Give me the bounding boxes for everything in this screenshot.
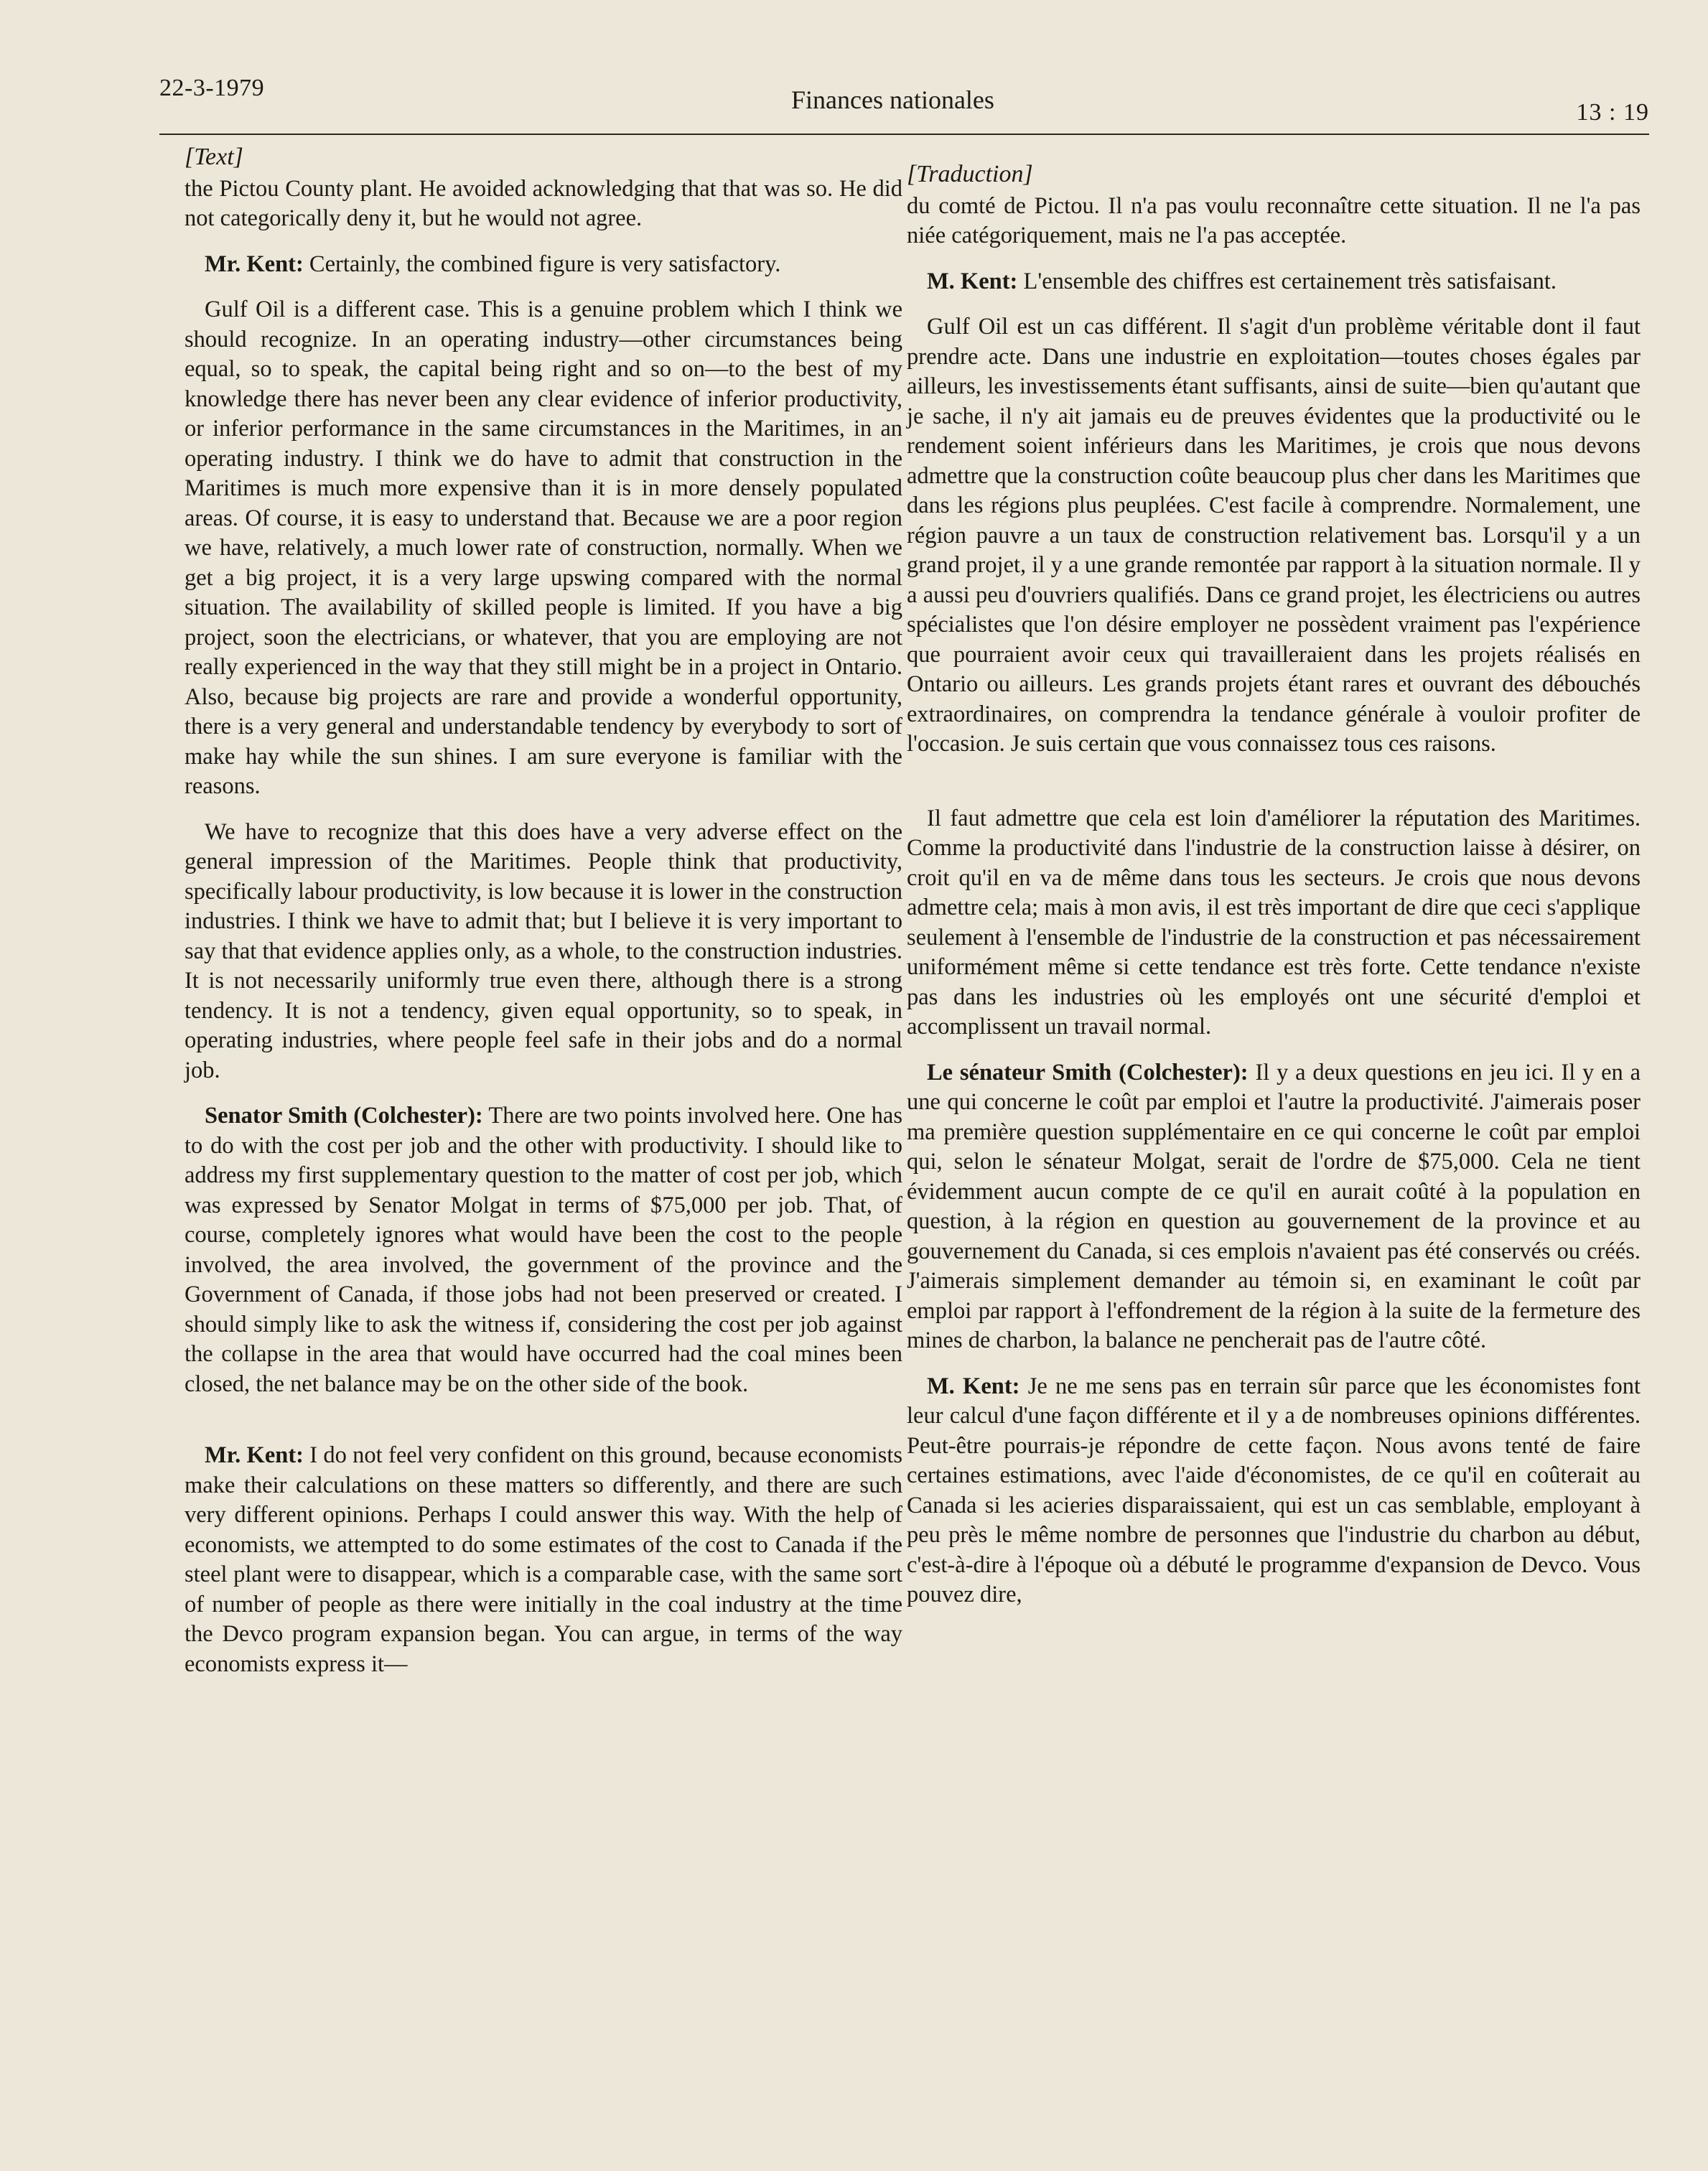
paragraph-text: Gulf Oil is a different case. This is a genuine problem which I think we should recognize. In an operating industry—other circumstances being equal, so to speak, the capital being right and so on—to the best of my knowledge there has never been any clear evidence of inferior productivity, or inferior performance in the same circumstances in the Maritimes, in an operating industry. I think we do have to admit that construction in the Maritimes is much more expensive than it is in more densely populated areas. Of course, it is easy to understand that. Because we are a poor region we have, relatively, a much lower rate of construction, normally. When we get a big project, it is a very large upswing compared with the normal situation. The availability of skilled people is limited. If you have a big project, soon the electricians, or whatever, that you are employing are not really experienced in the way that they still might be in a project in Ontario. Also, because big projects are rare and provide a wonderful opportunity, there is a very general and understandable tendency by everybody to sort of make hay while the sun shines. I am sure everyone is familiar with the reasons. (185, 297, 902, 799)
french-paragraph (907, 267, 1641, 297)
speaker-name: Mr. Kent: (205, 251, 304, 277)
paragraph-text: du comté de Pictou. Il n'a pas voulu reconnaître cette situation. Il ne l'a pas niée catégoriquement, mais ne l'a pas acceptée. (907, 192, 1641, 248)
english-paragraph (185, 818, 902, 1086)
paragraph-text: Il y a deux questions en jeu ici. Il y en a une qui concerne le coût par emploi et l'autre la productivité. J'aimerais poser ma première question supplémentaire en ce qui concerne le coût par emploi qui, selon le sénateur Molgat, serait de l'ordre de $75,000. Cela ne tient évidemment aucun compte de ce qu'il en aurait coûté à la population en question, à la région en question au gouvernement de la province et au gouvernement du Canada, si ces emplois n'avaient pas été conservés ou créés. J'aimerais simplement demander au témoin si, en examinant le coût par emploi par rapport à l'effondrement de la région à la suite de la fermeture des mines de charbon, la balance ne pencherait pas de l'autre côté. (907, 1059, 1641, 1353)
speaker-name: Mr. Kent: (205, 1442, 304, 1468)
speaker-name: Le sénateur Smith (Colchester): (927, 1059, 1249, 1086)
paragraph-text: L'ensemble des chiffres est certainement très satisfaisant. (1023, 268, 1557, 294)
french-paragraph (907, 312, 1641, 760)
english-paragraph (185, 1101, 902, 1399)
french-section-label: [Traduction] (907, 161, 1033, 187)
paragraph-text: Il faut admettre que cela est loin d'améliorer la réputation des Maritimes. Comme la productivité dans l'industrie de la construction laisse à désirer, on croit qu'il en va de même dans tous les secteurs. Je crois que nous devons admettre cela; mais à mon avis, il est très important de dire que ceci s'applique seulement à l'ensemble de l'industrie de la construction et pas nécessairement uniformément même si cette tendance est très forte. Cette tendance n'existe pas dans les industries où les employés ont une sécurité d'emploi et accomplissent un travail normal. (907, 805, 1641, 1040)
header-page-number: 13 : 19 (1576, 99, 1649, 126)
english-paragraph (185, 1441, 902, 1679)
french-paragraph (907, 1372, 1641, 1610)
speaker-name: M. Kent: (927, 268, 1018, 294)
paragraph-gap (907, 775, 1641, 804)
paragraph-gap (185, 1415, 902, 1441)
english-section-label: [Text] (185, 144, 243, 170)
speaker-name: Senator Smith (Colchester): (205, 1103, 483, 1129)
paragraph-text: I do not feel very confident on this ground, because economists make their calculations on these matters so differently, and there are such very different opinions. Perhaps I could answer this way. With the help of economists, we attempted to do some estimates of the cost to Canada if the steel plant were to disappear, which is a comparable case, with the same sort of number of people as there were initially in the coal industry at the time the Devco program expansion began. You can argue, in terms of the way economists express it— (185, 1442, 902, 1677)
french-paragraph (907, 192, 1641, 251)
page-header (159, 69, 1649, 135)
paragraph-text: We have to recognize that this does have a very adverse effect on the general impression of the Maritimes. People think that productivity, specifically labour productivity, is low because it is lower in the construction industries. I think we have to admit that; but I believe it is very important to say that that evidence applies only, as a whole, to the construction industries. It is not necessarily uniformly true even there, although there is a strong tendency. It is not a tendency, given equal opportunity, so to speak, in operating industries, where people feel safe in their jobs and do a normal job. (185, 818, 902, 1083)
paragraph-text: Je ne me sens pas en terrain sûr parce que les économistes font leur calcul d'une façon différente et il y a de nombreuses opinions différentes. Peut-être pourrais-je répondre de cette façon. Nous avons tenté de faire certaines estimations, avec l'aide d'économistes, de ce qu'il en coûterait au Canada si les acieries disparaissaient, qui est un cas semblable, employant à peu près le même nombre de personnes que l'industrie du charbon au début, c'est-à-dire à l'époque où a débuté le programme d'expansion de Devco. Vous pouvez dire, (907, 1373, 1641, 1607)
french-paragraph (907, 1058, 1641, 1356)
speaker-name: M. Kent: (927, 1373, 1020, 1399)
paragraph-text: Certainly, the combined figure is very satisfactory. (309, 251, 781, 277)
french-column (907, 159, 1641, 1626)
paragraph-text: the Pictou County plant. He avoided acknowledging that that was so. He did not categorically deny it, but he would not agree. (185, 175, 902, 231)
english-paragraph (185, 250, 902, 280)
header-date: 22-3-1979 (159, 75, 265, 101)
french-paragraph (907, 804, 1641, 1042)
english-paragraph (185, 174, 902, 234)
paragraph-text: There are two points involved here. One has to do with the cost per job and the other with productivity. I should like to address my first supplementary question to the matter of cost per job, which was expressed by Senator Molgat in terms of $75,000 per job. That, of course, completely ignores what would have been the cost to the people involved, the area involved, the government of the province and the Government of Canada, if those jobs had not been preserved or created. I should simply like to ask the witness if, considering the cost per job against the collapse in the area that would have occurred had the coal mines been closed, the net balance may be on the other side of the book. (185, 1103, 903, 1397)
paragraph-text: Gulf Oil est un cas différent. Il s'agit d'un problème véritable dont il faut prendre acte. Dans une industrie en exploitation—toutes choses égales par ailleurs, les investissements étant suffisants, ainsi de suite—bien qu'autant que je sache, il n'y ait jamais eu de preuves évidentes que la productivité ou le rendement soient inférieurs dans les Maritimes, je crois que nous devons admettre que la construction coûte beaucoup plus cher dans les Maritimes que dans les régions plus peuplées. C'est facile à comprendre. Normalement, une région pauvre a un taux de construction relativement bas. Lorsqu'il y a un grand projet, il y a une grande remontée par rapport à la situation normale. Il y a aussi peu d'ouvriers qualifiés. Dans ce grand projet, les électriciens ou autres spécialistes que l'on désire employer ne possèdent vraiment pas l'expérience que pourraient avoir ceux qui travailleraient dans les projets réalisés en Ontario ou ailleurs. Les grands projets étant rares et ouvrant des débouchés extraordinaires, on comprendra la tendance générale à vouloir profiter de l'occasion. Je suis certain que vous connaissez tous ces raisons. (907, 314, 1641, 757)
header-title: Finances nationales (791, 85, 994, 114)
english-paragraph (185, 295, 902, 802)
english-column (185, 142, 902, 1695)
